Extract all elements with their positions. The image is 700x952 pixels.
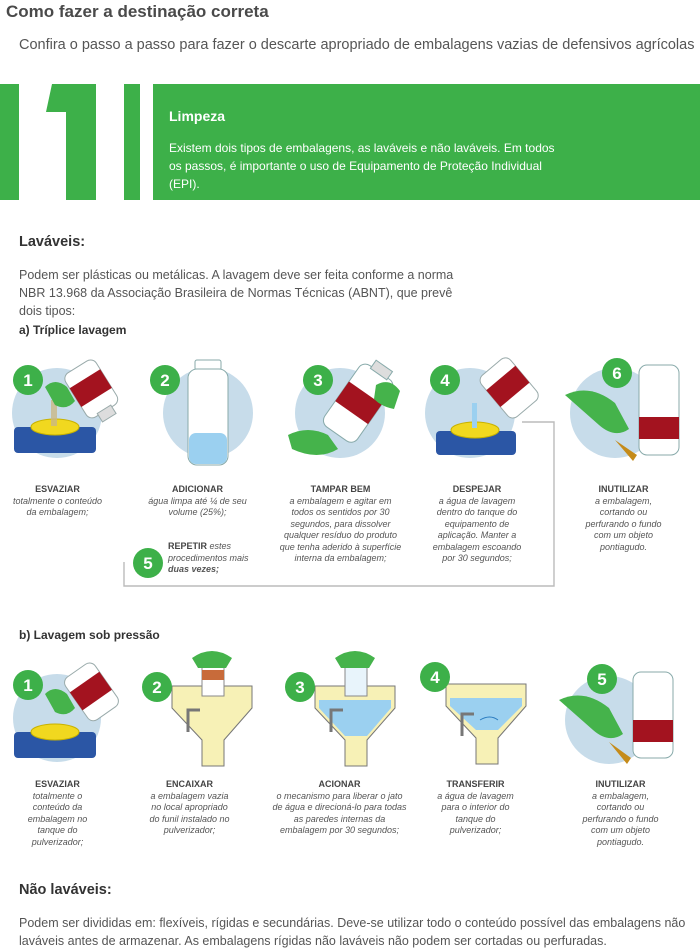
page-title: Como fazer a destinação correta xyxy=(6,2,269,21)
svg-text:2: 2 xyxy=(152,678,162,697)
svg-text:2: 2 xyxy=(160,371,170,390)
pressao-step-2-illustration xyxy=(140,648,270,763)
svg-text:5: 5 xyxy=(597,670,607,689)
page-subtitle: Confira o passo a passo para fazer o descarte apropriado de embalagens vazias de defensivos agrícolas xyxy=(19,37,695,53)
limpeza-banner xyxy=(153,84,700,200)
nao-lavaveis-heading: Não laváveis: xyxy=(19,882,112,898)
svg-text:1: 1 xyxy=(23,676,33,695)
svg-text:1: 1 xyxy=(23,371,33,390)
repeat-connector xyxy=(0,400,700,600)
pressao-step-1-illustration xyxy=(5,658,135,773)
lavaveis-heading: Laváveis: xyxy=(19,234,86,250)
banner-number: 1 xyxy=(70,154,71,155)
svg-text:5: 5 xyxy=(143,554,153,573)
pressao-step-1: ESVAZIAR totalmente o conteúdo da embalagem no tanque do pulverizador; xyxy=(27,779,88,847)
pressao-step-5-illustration xyxy=(553,662,693,777)
triplice-heading: a) Tríplice lavagem xyxy=(19,323,127,337)
banner-description: Existem dois tipos de embalagens, as laváveis e não laváveis. Em todos os passos, é importante o uso de Equipamento de Proteção Individual (EPI). xyxy=(169,141,555,191)
svg-text:6: 6 xyxy=(612,364,622,383)
svg-text:3: 3 xyxy=(295,678,305,697)
pressao-step-2: ENCAIXAR a embalagem vazia no local apropriado do funil instalado no pulverizador; xyxy=(149,779,230,835)
step-number-graphic xyxy=(0,84,140,200)
svg-text:4: 4 xyxy=(430,668,440,687)
triplice-step-1: ESVAZIAR totalmente o conteúdo da embalagem; xyxy=(12,484,103,517)
pressao-step-4-illustration xyxy=(416,658,546,773)
triplice-step-4: DESPEJAR a água de lavagem dentro do tanque do equipamento de aplicação. Manter a embalagem escoando por 30 segundos; xyxy=(432,484,522,563)
triplice-step-3: TAMPAR BEM a embalagem e agitar em todos os sentidos por 30 segundos, para dissolver qualquer resíduo do produto que tenha aderido à superfície interna da embalagem; xyxy=(279,484,402,563)
triplice-step-6: INUTILIZAR a embalagem, cortando ou perfurando o fundo com um objeto pontiagudo. xyxy=(585,484,662,552)
pressao-step-5: INUTILIZAR a embalagem, cortando ou perfurando o fundo com um objeto pontiagudo. xyxy=(582,779,659,847)
pressao-step-4: TRANSFERIR a água de lavagem para o interior do tanque do pulverizador; xyxy=(437,779,514,835)
svg-text:4: 4 xyxy=(440,371,450,390)
pressao-step-3: ACIONAR o mecanismo para liberar o jato de água e direcioná-lo para todas as paredes internas da embalagem por 30 segundos; xyxy=(272,779,407,835)
triplice-step-2: ADICIONAR água limpa até ¼ de seu volume (25%); xyxy=(148,484,247,517)
svg-text:3: 3 xyxy=(313,371,323,390)
lavaveis-text: Podem ser plásticas ou metálicas. A lavagem deve ser feita conforme a norma NBR 13.968 da Associação Brasileira de Normas Técnicas (ABNT), que prevê dois tipos: xyxy=(19,268,454,318)
nao-lavaveis-text: Podem ser divididas em: flexíveis, rígidas e secundárias. Deve-se utilizar todo o conteúdo possível das embalagens não laváveis antes de armazenar. As embalagens rígidas não laváveis não podem ser cortadas ou perfuradas. xyxy=(19,916,686,948)
repeat-step: REPETIR estes procedimentos mais duas vezes; xyxy=(168,541,249,574)
pressao-heading: b) Lavagem sob pressão xyxy=(19,628,160,642)
pressao-step-3-illustration xyxy=(283,648,413,763)
banner-title: Limpeza xyxy=(169,108,226,124)
